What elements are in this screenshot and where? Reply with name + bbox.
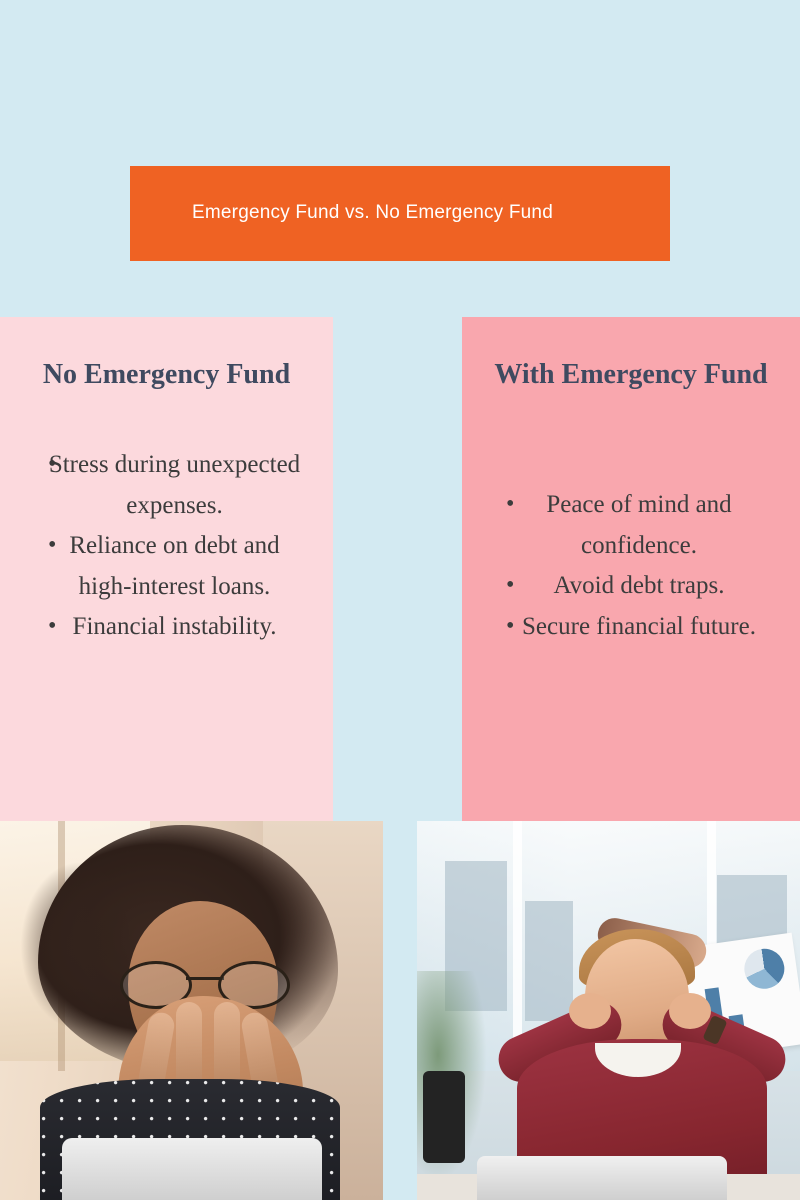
phone [423, 1071, 465, 1163]
column-no-emergency-fund [0, 317, 333, 821]
title-banner [130, 166, 670, 261]
hair-side [20, 861, 130, 1031]
left-hand [569, 993, 611, 1029]
stressed-woman-photo [0, 821, 383, 1200]
list-item: • Secure financial future. [480, 607, 782, 648]
laptop [62, 1138, 322, 1200]
building [525, 901, 573, 1021]
pie-chart-icon [742, 946, 787, 991]
column-heading-with-emergency-fund: With Emergency Fund [494, 359, 768, 390]
relaxed-man-photo [417, 821, 800, 1200]
list-item: • Financial instability. [18, 607, 315, 648]
points-list-with-emergency-fund [480, 485, 782, 647]
page-title: Emergency Fund vs. No Emergency Fund [192, 202, 553, 224]
list-item: • Reliance on debt and high-interest loans. [18, 526, 315, 607]
list-item: • Avoid debt traps. [480, 566, 782, 607]
list-item: • Peace of mind and confidence. [480, 485, 782, 566]
column-with-emergency-fund [462, 317, 800, 821]
points-list-no-emergency-fund [18, 445, 315, 648]
right-hand [669, 993, 711, 1029]
list-item: • Stress during unexpected expenses. [18, 445, 315, 526]
column-heading-no-emergency-fund: No Emergency Fund [42, 359, 291, 390]
laptop [477, 1156, 727, 1200]
